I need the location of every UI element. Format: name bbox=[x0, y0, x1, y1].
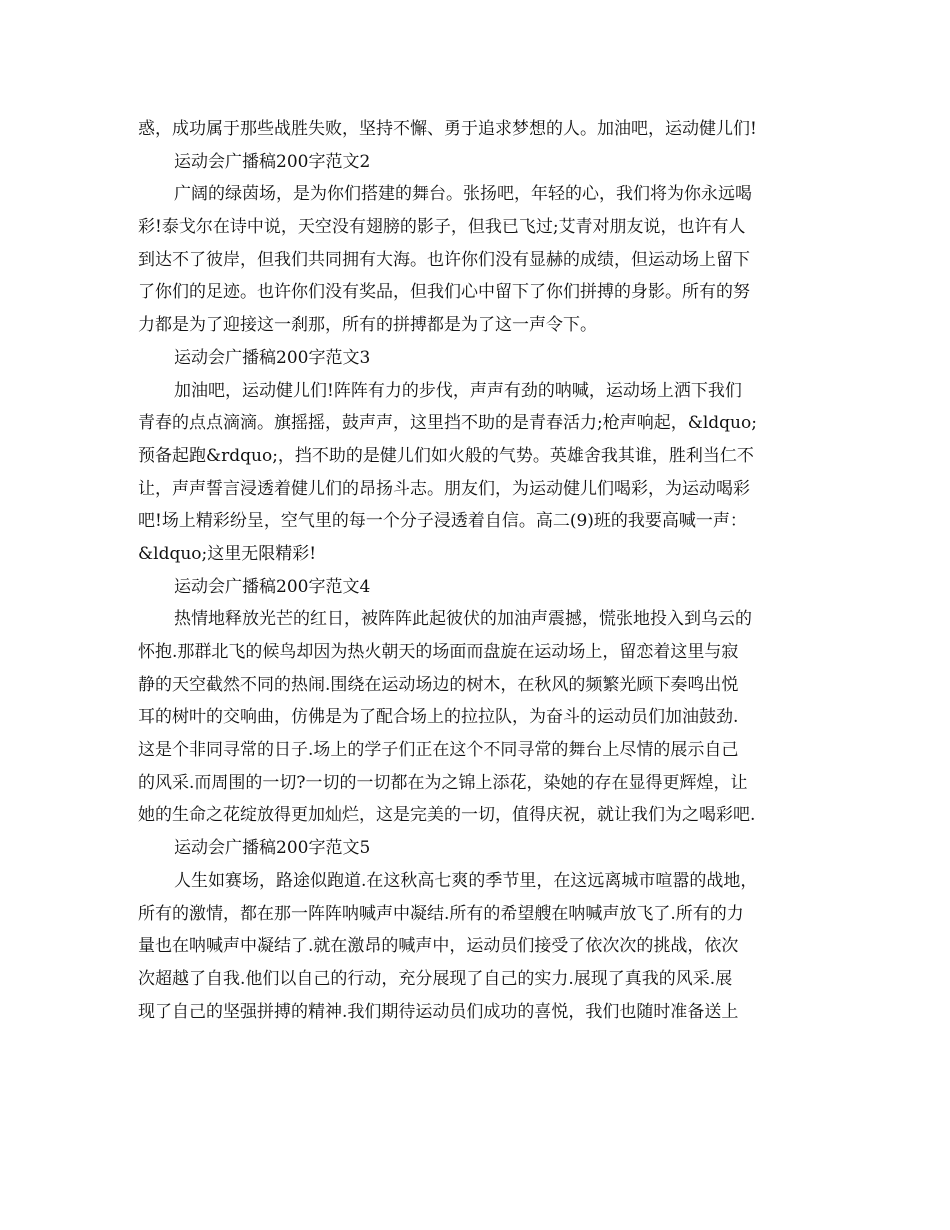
text-line: 耳的树叶的交响曲，仿佛是为了配合场上的拉拉队，为奋斗的运动员们加油鼓劲. bbox=[138, 707, 739, 728]
text-line: &ldquo;这里无限精彩! bbox=[138, 543, 317, 564]
text-line: 的风采.而周围的一切?一切的一切都在为之锦上添花，染她的存在显得更辉煌，让 bbox=[138, 772, 748, 793]
text-line: 所有的激情，都在那一阵阵呐喊声中凝结.所有的希望艘在呐喊声放飞了.所有的力 bbox=[138, 903, 744, 924]
text-line: 静的天空截然不同的热闹.围绕在运动场边的树木，在秋风的频繁光顾下奏鸣出悦 bbox=[138, 674, 739, 695]
document-body bbox=[138, 113, 818, 1028]
section-heading: 运动会广播稿200字范文5 bbox=[174, 838, 371, 859]
text-line: 热情地释放光芒的红日，被阵阵此起彼伏的加油声震撼，慌张地投入到乌云的 bbox=[174, 609, 752, 630]
text-line: 到达不了彼岸，但我们共同拥有大海。也许你们没有显赫的成绩，但运动场上留下 bbox=[138, 249, 750, 270]
text-line: 现了自己的坚强拼搏的精神.我们期待运动员们成功的喜悦，我们也随时准备送上 bbox=[138, 1001, 739, 1022]
text-line: 预备起跑&rdquo;，挡不助的是健儿们如火般的气势。英雄舍我其谁，胜利当仁不 bbox=[138, 445, 754, 466]
text-line: 次超越了自我.他们以自己的行动，充分展现了自己的实力.展现了真我的风采.展 bbox=[138, 968, 733, 989]
text-line: 广阔的绿茵场，是为你们搭建的舞台。张扬吧，年轻的心，我们将为你永远喝 bbox=[174, 184, 752, 205]
text-line: 青春的点点滴滴。旗摇摇，鼓声声，这里挡不助的是青春活力;枪声响起，&ldquo; bbox=[138, 413, 757, 434]
section-heading: 运动会广播稿200字范文3 bbox=[174, 347, 371, 368]
text-line: 力都是为了迎接这一刹那，所有的拼搏都是为了这一声令下。 bbox=[138, 315, 597, 336]
text-line: 了你们的足迹。也许你们没有奖品，但我们心中留下了你们拼搏的身影。所有的努 bbox=[138, 282, 750, 303]
text-line: 怀抱.那群北飞的候鸟却因为热火朝天的场面而盘旋在运动场上，留恋着这里与寂 bbox=[138, 642, 739, 662]
text-line: 让，声声誓言浸透着健儿们的昂扬斗志。朋友们，为运动健儿们喝彩，为运动喝彩 bbox=[138, 478, 750, 499]
text-line: 她的生命之花绽放得更加灿烂，这是完美的一切，值得庆祝，就让我们为之喝彩吧. bbox=[138, 805, 756, 826]
section-heading: 运动会广播稿200字范文4 bbox=[174, 576, 371, 597]
text-line: 吧!场上精彩纷呈，空气里的每一个分子浸透着自信。高二(9)班的我要高喊一声： bbox=[138, 511, 747, 532]
text-line: 惑，成功属于那些战胜失败，坚持不懈、勇于追求梦想的人。加油吧，运动健儿们! bbox=[138, 119, 757, 139]
text-line: 彩!泰戈尔在诗中说，天空没有翅膀的影子，但我已飞过;艾青对朋友说，也许有人 bbox=[138, 217, 746, 238]
text-line: 人生如赛场，路途似跑道.在这秋高七爽的季节里，在这远离城市喧嚣的战地， bbox=[174, 870, 758, 891]
text-line: 加油吧，运动健儿们!阵阵有力的步伐，声声有劲的呐喊，运动场上洒下我们 bbox=[174, 380, 742, 401]
text-line: 这是个非同寻常的日子.场上的学子们正在这个不同寻常的舞台上尽情的展示自己 bbox=[138, 740, 739, 761]
text-line: 量也在呐喊声中凝结了.就在激昂的喊声中，运动员们接受了依次次的挑战，依次 bbox=[138, 936, 739, 957]
section-heading: 运动会广播稿200字范文2 bbox=[174, 151, 371, 172]
